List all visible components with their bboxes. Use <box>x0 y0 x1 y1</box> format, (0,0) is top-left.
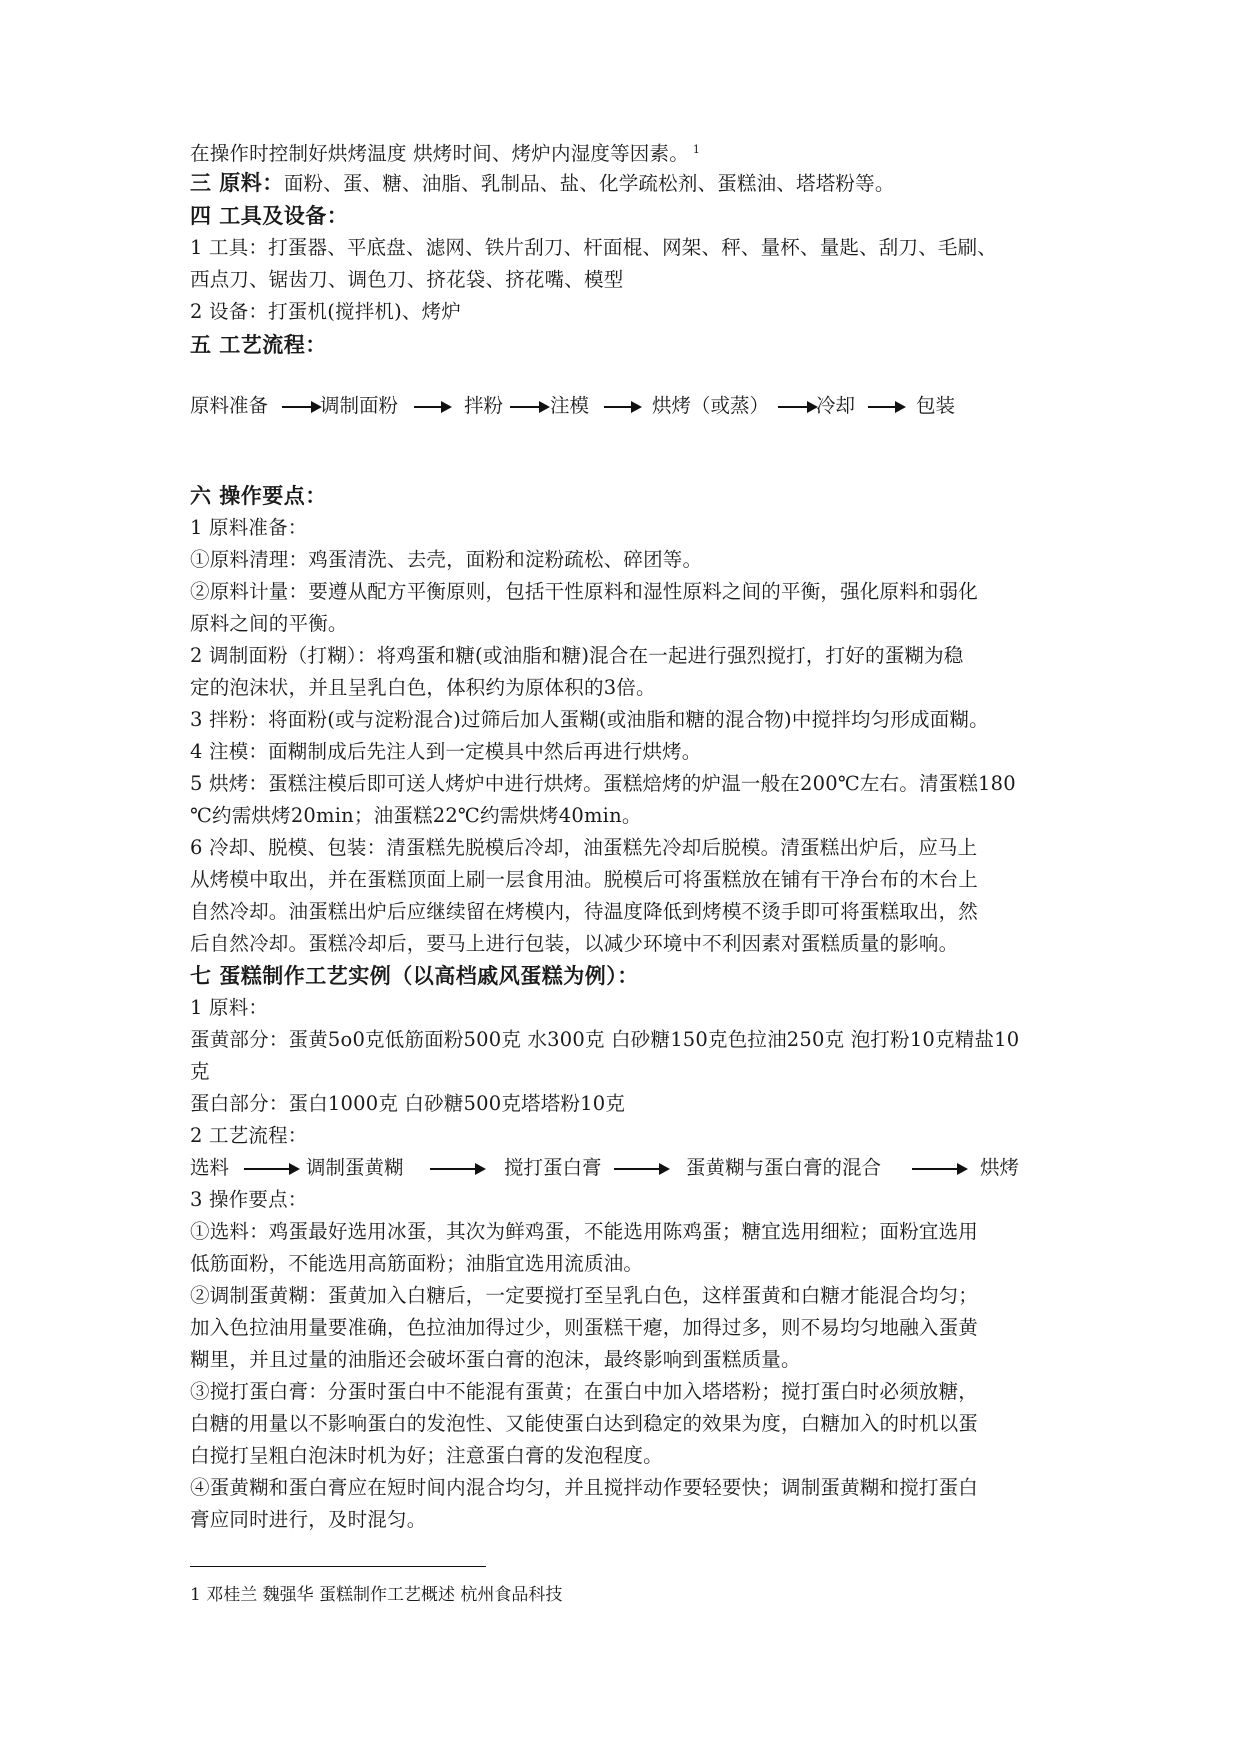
paragraph-line: 自然冷却。油蛋糕出炉后应继续留在烤模内，待温度降低到烤模不烫手即可将蛋糕取出，然 <box>190 900 979 923</box>
paragraph-line: 后自然冷却。蛋糕冷却后，要马上进行包装，以减少环境中不利因素对蛋糕质量的影响。 <box>190 932 959 955</box>
paragraph-line: 克 <box>190 1060 210 1083</box>
flow-step: 烘烤（或蒸） <box>652 394 770 417</box>
paragraph-line: 蛋黄部分：蛋黄5o0克低筋面粉500克 水300克 白砂糖150克色拉油250克 泡打粉10克精盐10 <box>190 1028 1020 1051</box>
paragraph-line: ①原料清理：鸡蛋清洗、去壳，面粉和淀粉疏松、碎团等。 <box>190 548 703 571</box>
flow-arrow-icon <box>244 1168 298 1170</box>
paragraph-line: 膏应同时进行，及时混匀。 <box>190 1508 427 1531</box>
flow-arrow-icon <box>912 1168 966 1170</box>
flow-step: 拌粉 <box>464 394 504 417</box>
flow-step: 选料 <box>190 1156 230 1179</box>
paragraph-line: 糊里，并且过量的油脂还会破坏蛋白膏的泡沫，最终影响到蛋糕质量。 <box>190 1348 801 1371</box>
paragraph-line: 西点刀、锯齿刀、调色刀、挤花袋、挤花嘴、模型 <box>190 268 624 291</box>
footnote: 1 邓桂兰 魏强华 蛋糕制作工艺概述 杭州食品科技 <box>190 1585 563 1605</box>
flow-step: 原料准备 <box>190 394 269 417</box>
paragraph-line: ②原料计量：要遵从配方平衡原则，包括干性原料和湿性原料之间的平衡，强化原料和弱化 <box>190 580 979 603</box>
paragraph-line: 4 注模：面糊制成后先注人到一定模具中然后再进行烘烤。 <box>190 740 702 763</box>
section-7-title: 七 蛋糕制作工艺实例（以高档戚风蛋糕为例）： <box>190 964 639 988</box>
flow-step: 烘烤 <box>980 1156 1020 1179</box>
paragraph-line: 1 原料： <box>190 996 269 1019</box>
paragraph-line: 2 调制面粉（打糊）：将鸡蛋和糖(或油脂和糖)混合在一起进行强烈搅打，打好的蛋糊为稳 <box>190 644 964 667</box>
paragraph-line: 3 拌粉：将面粉(或与淀粉混合)过筛后加人蛋糊(或油脂和糖的混合物)中搅拌均匀形成面糊。 <box>190 708 989 731</box>
paragraph-line: 2 设备：打蛋机(搅拌机)、烤炉 <box>190 300 462 323</box>
flow-step: 注模 <box>550 394 590 417</box>
paragraph-line: 1 工具：打蛋器、平底盘、滤网、铁片刮刀、杆面棍、网架、秤、量杯、量匙、刮刀、毛刷、 <box>190 236 998 259</box>
paragraph-line: 低筋面粉，不能选用高筋面粉；油脂宜选用流质油。 <box>190 1252 644 1275</box>
paragraph-line: ②调制蛋黄糊：蛋黄加入白糖后，一定要搅打至呈乳白色，这样蛋黄和白糖才能混合均匀； <box>190 1284 979 1307</box>
section-6-title: 六 操作要点： <box>190 484 327 508</box>
flow-step: 调制蛋黄糊 <box>306 1156 404 1179</box>
paragraph-line: 白糖的用量以不影响蛋白的发泡性、又能使蛋白达到稳定的效果为度，白糖加入的时机以蛋 <box>190 1412 979 1435</box>
paragraph-line: ℃约需烘烤20min；油蛋糕22℃约需烘烤40min。 <box>190 804 642 827</box>
section-3-title: 三 原料： <box>190 171 284 195</box>
paragraph-line: 1 原料准备： <box>190 516 308 539</box>
paragraph-line: 3 操作要点： <box>190 1188 308 1211</box>
flow-arrow-icon <box>614 1168 668 1170</box>
flow-step: 冷却 <box>816 394 856 417</box>
section-3-text: 面粉、蛋、糖、油脂、乳制品、盐、化学疏松剂、蛋糕油、塔塔粉等。 <box>283 172 895 195</box>
paragraph-line: 2 工艺流程： <box>190 1124 308 1147</box>
footnote-ref[interactable]: 1 <box>692 143 701 156</box>
paragraph-line: 从烤模中取出，并在蛋糕顶面上刷一层食用油。脱模后可将蛋糕放在铺有干净台布的木台上 <box>190 868 979 891</box>
paragraph-line: ①选料：鸡蛋最好选用冰蛋，其次为鲜鸡蛋，不能选用陈鸡蛋；糖宜选用细粒；面粉宜选用 <box>190 1220 979 1243</box>
paragraph-line: ③搅打蛋白膏：分蛋时蛋白中不能混有蛋黄；在蛋白中加入塔塔粉；搅打蛋白时必须放糖， <box>190 1380 979 1403</box>
footnote-separator <box>190 1566 486 1567</box>
flow-step: 调制面粉 <box>320 394 399 417</box>
paragraph-line: 原料之间的平衡。 <box>190 612 348 635</box>
flow-step: 搅打蛋白膏 <box>504 1156 602 1179</box>
paragraph-line: ④蛋黄糊和蛋白膏应在短时间内混合均匀，并且搅拌动作要轻要快；调制蛋黄糊和搅打蛋白 <box>190 1476 979 1499</box>
paragraph-line: 蛋白部分：蛋白1000克 白砂糖500克塔塔粉10克 <box>190 1092 626 1115</box>
section-4-title: 四 工具及设备： <box>190 204 349 228</box>
paragraph-line: 定的泡沫状，并且呈乳白色，体积约为原体积的3倍。 <box>190 676 656 699</box>
flow-step: 蛋黄糊与蛋白膏的混合 <box>686 1156 882 1179</box>
intro-text: 在操作时控制好烘烤温度 烘烤时间、烤炉内湿度等因素。 <box>190 142 689 165</box>
paragraph-line: 5 烘烤：蛋糕注模后即可送人烤炉中进行烘烤。蛋糕焙烤的炉温一般在200℃左右。清蛋糕180 <box>190 772 1016 795</box>
flow-arrow-icon <box>430 1168 484 1170</box>
paragraph-line: 白搅打呈粗白泡沫时机为好；注意蛋白膏的发泡程度。 <box>190 1444 663 1467</box>
flow-step: 包装 <box>916 394 956 417</box>
paragraph-line: 加入色拉油用量要准确，色拉油加得过少，则蛋糕干瘪，加得过多，则不易均匀地融入蛋黄 <box>190 1316 979 1339</box>
paragraph-line: 6 冷却、脱模、包装：清蛋糕先脱模后冷却，油蛋糕先冷却后脱模。清蛋糕出炉后，应马上 <box>190 836 978 859</box>
section-5-title: 五 工艺流程： <box>190 333 327 357</box>
